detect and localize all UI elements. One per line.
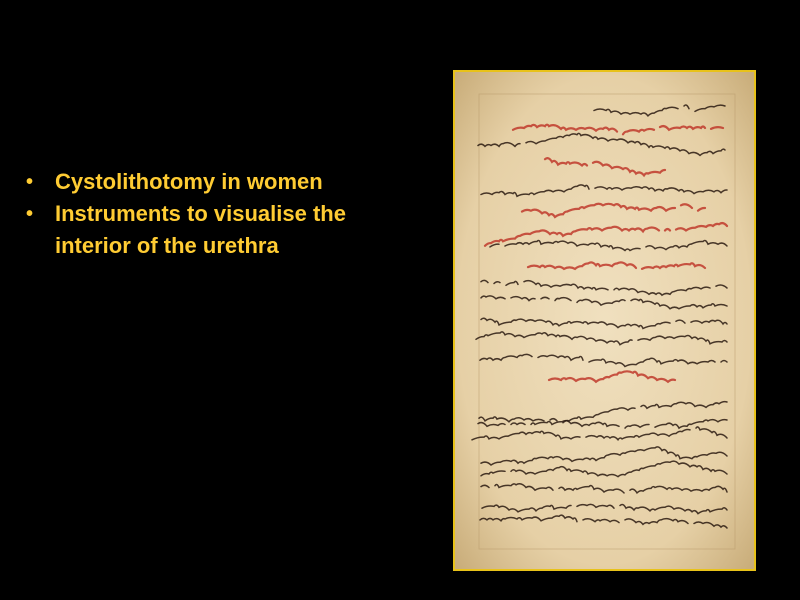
bullet-text: Cystolithotomy in women	[55, 169, 323, 194]
manuscript-image	[453, 70, 756, 571]
manuscript-page-icon	[455, 72, 754, 569]
bullet-text: Instruments to visualise the interior of the urethra	[55, 201, 346, 258]
bullet-item	[26, 198, 426, 262]
bullet-list	[26, 166, 426, 262]
bullet-icon: •	[26, 171, 34, 193]
bullet-icon: •	[26, 203, 34, 225]
bullet-item	[26, 166, 426, 198]
